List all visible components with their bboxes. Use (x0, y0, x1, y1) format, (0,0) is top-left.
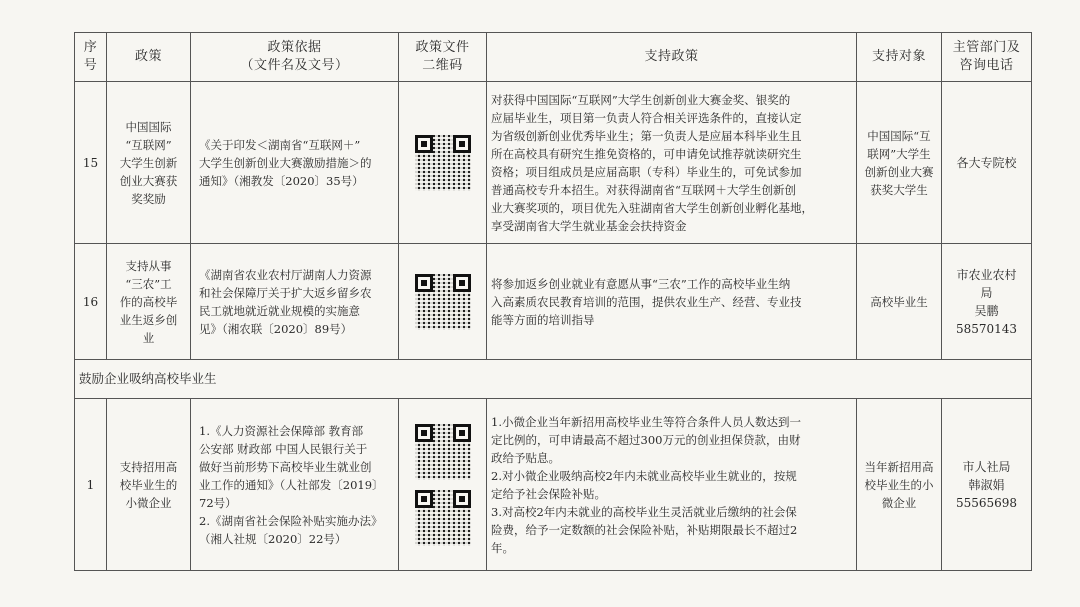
header-policy: 政策 (107, 33, 191, 82)
qr-code-icon[interactable] (415, 490, 471, 546)
support-policy: 1.小微企业当年新招用高校毕业生等符合条件人员人数达到一 定比例的，可申请最高不超过300万元的创业担保贷款，由财 政给予贴息。 2.对小微企业吸纳高校2年内未就业高校毕业生就业的，按规 定给予社会保险补贴。 3.对高校2年内未就业的高校毕业生灵活就业后缴纳的社会保 险费，给予一定数额的社会保险补贴，补贴期限最长不超过2 年。 (487, 399, 857, 571)
row-number: 1 (75, 399, 107, 571)
row-number: 16 (75, 244, 107, 360)
support-policy: 将参加返乡创业就业有意愿从事“三农”工作的高校毕业生纳 入高素质农民教育培训的范围，提供农业生产、经营、专业技 能等方面的培训指导 (487, 244, 857, 360)
support-target: 中国国际“互 联网”大学生 创新创业大赛 获奖大学生 (857, 82, 942, 244)
table-row (75, 244, 1032, 360)
section-title: 鼓励企业吸纳高校毕业生 (75, 360, 1032, 399)
header-dept: 主管部门及 咨询电话 (942, 33, 1032, 82)
section-row (75, 360, 1032, 399)
support-target: 高校毕业生 (857, 244, 942, 360)
policy-basis: 《湖南省农业农村厅湖南人力资源 和社会保障厅关于扩大返乡留乡农 民工就地就近就业规模的实施意 见》（湘农联〔2020〕89号） (191, 244, 399, 360)
header-qr: 政策文件 二维码 (399, 33, 487, 82)
qr-code-icon[interactable] (415, 135, 471, 191)
header-row (75, 33, 1032, 82)
table-row (75, 82, 1032, 244)
qr-code-icon[interactable] (415, 274, 471, 330)
qr-cell (399, 82, 487, 244)
qr-cell (399, 399, 487, 571)
qr-stack (403, 424, 482, 546)
policy-name: 支持从事 “三农”工 作的高校毕 业生返乡创 业 (107, 244, 191, 360)
department-contact: 市农业农村 局 吴鹏 58570143 (942, 244, 1032, 360)
header-support: 支持政策 (487, 33, 857, 82)
department-contact: 市人社局 韩淑娟 55565698 (942, 399, 1032, 571)
policy-table (74, 32, 1032, 571)
policy-name: 支持招用高 校毕业生的 小微企业 (107, 399, 191, 571)
header-target: 支持对象 (857, 33, 942, 82)
policy-basis: 《关于印发＜湖南省“互联网＋” 大学生创新创业大赛激励措施＞的 通知》（湘教发〔2020〕35号） (191, 82, 399, 244)
support-target: 当年新招用高 校毕业生的小 微企业 (857, 399, 942, 571)
department-contact: 各大专院校 (942, 82, 1032, 244)
header-no: 序 号 (75, 33, 107, 82)
policy-basis: 1.《人力资源社会保障部 教育部 公安部 财政部 中国人民银行关于 做好当前形势下高校毕业生就业创 业工作的通知》（人社部发〔2019〕 72号） 2.《湖南省社会保险补贴实施办法》 （湘人社规〔2020〕22号） (191, 399, 399, 571)
qr-cell (399, 244, 487, 360)
table-row (75, 399, 1032, 571)
header-basis: 政策依据 （文件名及文号） (191, 33, 399, 82)
qr-code-icon[interactable] (415, 424, 471, 480)
policy-name: 中国国际 “互联网” 大学生创新 创业大赛获 奖奖励 (107, 82, 191, 244)
row-number: 15 (75, 82, 107, 244)
support-policy: 对获得中国国际“互联网”大学生创新创业大赛金奖、银奖的 应届毕业生，项目第一负责人符合相关评选条件的，直接认定 为省级创新创业优秀毕业生；第一负责人是应届本科毕业生且 所在高校具有研究生推免资格的，可申请免试推荐就读研究生 资格；项目组成员是应届高职（专科）毕业生的，可免试参加 普通高校专升本招生。对获得湖南省“互联网＋大学生创新创 业大赛奖项的，项目优先入驻湖南省大学生创新创业孵化基地， 享受湖南省大学生就业基金会扶持资金 (487, 82, 857, 244)
